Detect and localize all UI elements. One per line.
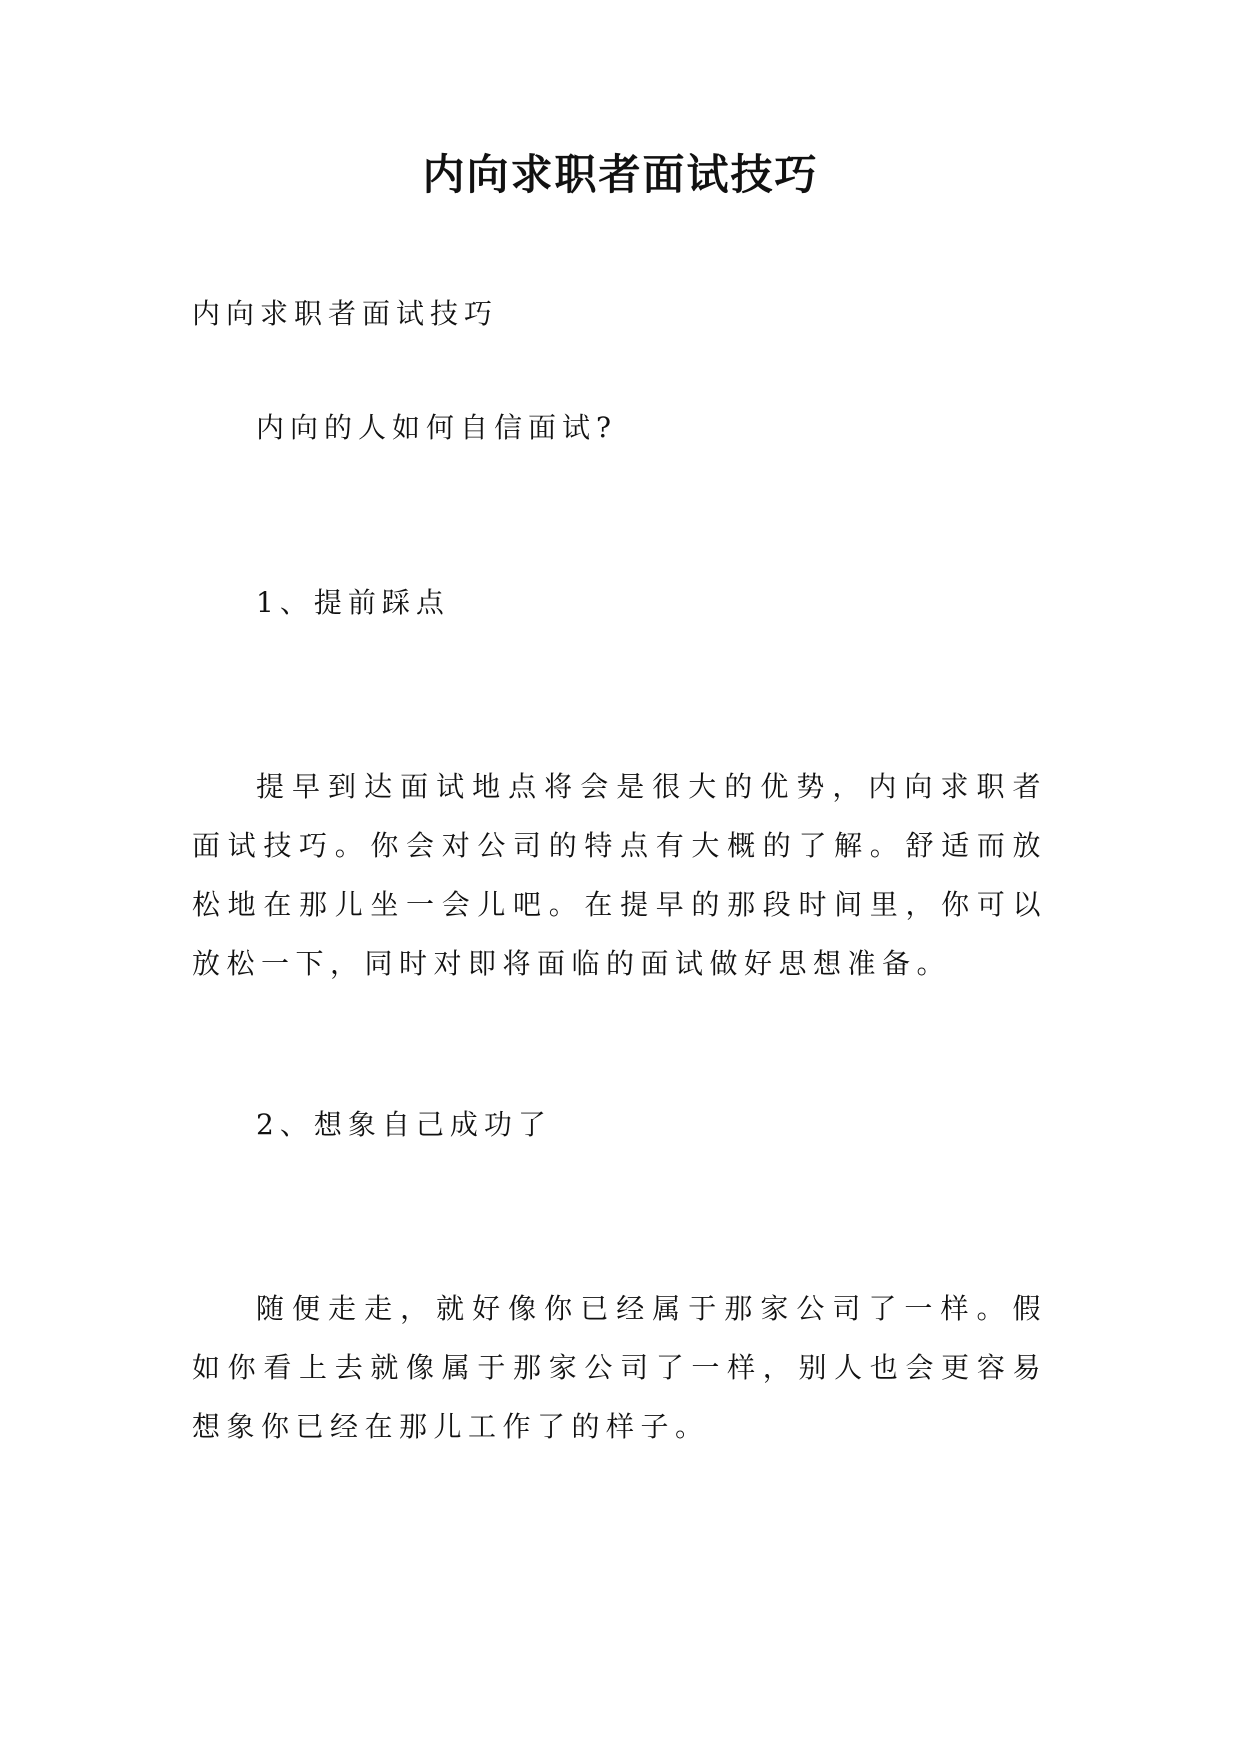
intro-question: 内向的人如何自信面试? (256, 411, 618, 444)
section-body-1: 提早到达面试地点将会是很大的优势，内向求职者面试技巧。你会对公司的特点有大概的了解。舒适而放松地在那儿坐一会儿吧。在提早的那段时间里，你可以放松一下，同时对即将面临的面试做好思想准备。 (192, 770, 1047, 980)
document-title: 内向求职者面试技巧 (422, 150, 819, 199)
section-body-2: 随便走走，就好像你已经属于那家公司了一样。假如你看上去就像属于那家公司了一样，别人也会更容易想象你已经在那儿工作了的样子。 (192, 1292, 1047, 1443)
section-heading-1: 1、提前踩点 (256, 586, 450, 619)
section-heading-2: 2、想象自己成功了 (256, 1108, 552, 1141)
document-subtitle: 内向求职者面试技巧 (192, 297, 499, 330)
